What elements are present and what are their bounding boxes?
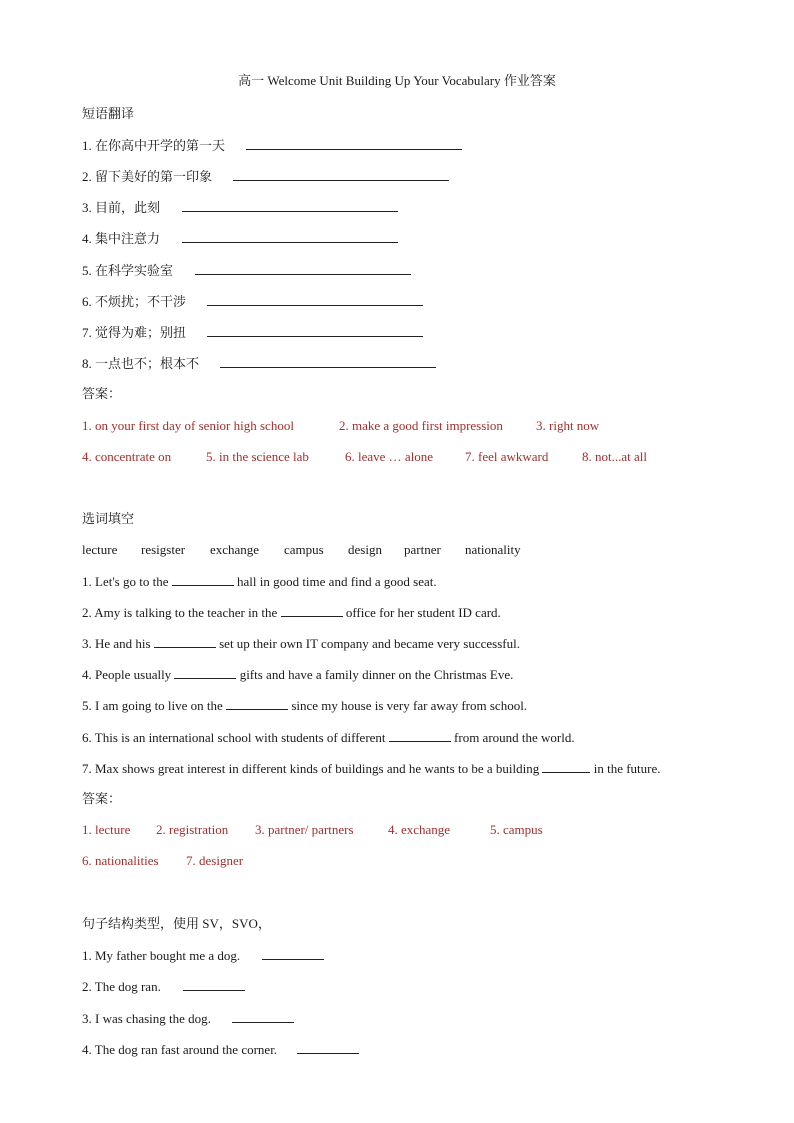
answer-blank (226, 697, 288, 710)
phrase-text: 4. 集中注意力 (82, 231, 161, 246)
sentence-text: 2. The dog ran. (82, 979, 161, 994)
fill-item (82, 573, 437, 590)
fill-text-before: 3. He and his (82, 636, 154, 651)
fill-text-before: 6. This is an international school with students of different (82, 730, 389, 745)
phrase-item (82, 355, 436, 372)
phrase-text: 8. 一点也不；根本不 (82, 356, 200, 371)
fill-text-before: 1. Let's go to the (82, 574, 172, 589)
answer-item: 6. leave … alone (345, 449, 434, 464)
answer-item: 2. make a good first impression (339, 418, 503, 433)
fill-text-after: since my house is very far away from school. (288, 698, 528, 713)
phrase-text: 7. 觉得为难；别扭 (82, 325, 187, 340)
answer-blank (233, 168, 449, 181)
fill-text-before: 2. Amy is talking to the teacher in the (82, 605, 281, 620)
sentence-text: 4. The dog ran fast around the corner. (82, 1042, 278, 1057)
answer-blank (389, 729, 451, 742)
phrase-item (82, 199, 398, 216)
phrase-item (82, 262, 411, 279)
fill-text-after: in the future. (590, 761, 661, 776)
answer-blank (246, 137, 462, 150)
answer-item: 2. registration (156, 822, 229, 837)
fill-item (82, 635, 520, 652)
fill-text-before: 7. Max shows great interest in different kinds of buildings and he wants to be a building (82, 761, 543, 776)
word-bank-item: resigster (141, 542, 186, 557)
answer-item: 7. designer (186, 853, 244, 868)
sentence-item (82, 978, 245, 995)
phrase-item (82, 324, 423, 341)
word-bank-item: design (348, 542, 382, 557)
answer-item: 6. nationalities (82, 853, 159, 868)
answer-blank (182, 230, 398, 243)
answer-blank (262, 947, 324, 960)
answer-item: 4. exchange (388, 822, 451, 837)
section-heading-word-fill: 选词填空 (82, 511, 135, 526)
phrase-text: 3. 目前，此刻 (82, 200, 161, 215)
sentence-text: 3. I was chasing the dog. (82, 1011, 211, 1026)
answer-blank (174, 666, 236, 679)
fill-text-after: from around the world. (450, 730, 575, 745)
answer-item: 7. feel awkward (465, 449, 549, 464)
phrase-text: 2. 留下美好的第一印象 (82, 169, 213, 184)
answer-label: 答案： (82, 386, 122, 401)
answer-label: 答案： (82, 791, 122, 806)
answer-blank (172, 573, 234, 586)
fill-text-after: hall in good time and find a good seat. (233, 574, 437, 589)
fill-text-after: office for her student ID card. (342, 605, 501, 620)
answer-blank (154, 635, 216, 648)
phrase-item (82, 293, 423, 310)
answer-item: 1. on your first day of senior high school (82, 418, 294, 433)
fill-item (82, 666, 513, 683)
answer-blank (207, 293, 423, 306)
fill-item (82, 760, 661, 777)
sentence-item (82, 1041, 359, 1058)
fill-item (82, 729, 575, 746)
word-bank-item: partner (404, 542, 441, 557)
answer-blank (281, 604, 343, 617)
answer-item: 3. right now (536, 418, 600, 433)
section-heading-phrase-translation: 短语翻译 (82, 106, 135, 121)
sentence-item (82, 947, 324, 964)
sentence-item (82, 1010, 294, 1027)
answer-blank (297, 1041, 359, 1054)
fill-text-before: 5. I am going to live on the (82, 698, 227, 713)
phrase-item (82, 168, 449, 185)
answer-blank (542, 760, 590, 773)
answer-blank (183, 978, 245, 991)
answer-blank (195, 262, 411, 275)
phrase-item (82, 137, 462, 154)
answer-blank (220, 355, 436, 368)
phrase-text: 1. 在你高中开学的第一天 (82, 138, 226, 153)
word-bank-item: campus (284, 542, 324, 557)
answer-blank (232, 1010, 294, 1023)
answer-item: 1. lecture (82, 822, 131, 837)
answer-item: 5. campus (490, 822, 543, 837)
fill-text-after: gifts and have a family dinner on the Christmas Eve. (236, 667, 514, 682)
page-title: 高一 Welcome Unit Building Up Your Vocabulary 作业答案 (238, 73, 556, 88)
phrase-item (82, 230, 398, 247)
section-heading-sentence-structure: 句子结构类型，使用 SV，SVO， (82, 916, 271, 931)
answer-item: 5. in the science lab (206, 449, 309, 464)
phrase-text: 6. 不烦扰；不干涉 (82, 294, 187, 309)
word-bank-item: exchange (210, 542, 260, 557)
answer-item: 4. concentrate on (82, 449, 172, 464)
fill-item (82, 697, 527, 714)
fill-text-before: 4. People usually (82, 667, 175, 682)
answer-blank (182, 199, 398, 212)
word-bank-item: nationality (465, 542, 521, 557)
answer-blank (207, 324, 423, 337)
phrase-text: 5. 在科学实验室 (82, 263, 174, 278)
fill-item (82, 604, 501, 621)
sentence-text: 1. My father bought me a dog. (82, 948, 241, 963)
fill-text-after: set up their own IT company and became very successful. (215, 636, 520, 651)
answer-item: 8. not...at all (582, 449, 647, 464)
word-bank-item: lecture (82, 542, 118, 557)
answer-item: 3. partner/ partners (255, 822, 354, 837)
